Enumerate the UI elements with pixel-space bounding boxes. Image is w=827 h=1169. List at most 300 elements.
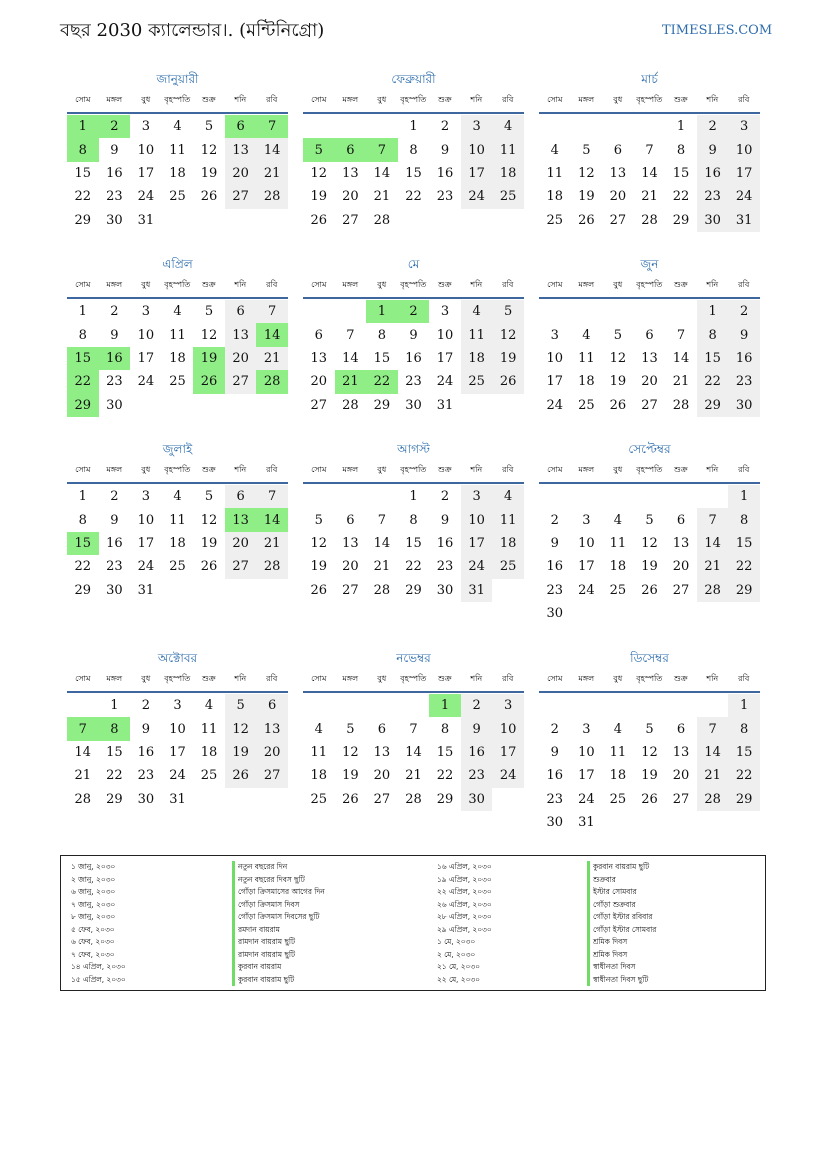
day-cell[interactable]: 30 [461, 788, 493, 811]
day-cell[interactable]: 9 [440, 142, 450, 158]
day-cell[interactable]: 28 [672, 397, 690, 413]
site-link[interactable]: TIMESLES.COM [662, 23, 773, 38]
day-cell[interactable]: 3 [173, 698, 182, 714]
day-cell[interactable]: 13 [256, 717, 288, 740]
day-cell[interactable]: 13 [672, 744, 690, 760]
day-cell[interactable]: 12 [578, 165, 595, 181]
day-cell[interactable]: 3 [461, 115, 493, 138]
day-cell[interactable]: 17 [137, 535, 155, 551]
day-cell[interactable]: 16 [405, 350, 422, 366]
day-cell[interactable]: 31 [169, 791, 186, 807]
day-cell[interactable]: 24 [578, 791, 595, 807]
day-cell[interactable]: 5 [204, 304, 214, 320]
day-cell[interactable]: 3 [141, 304, 151, 320]
day-cell[interactable]: 2 [697, 115, 729, 138]
day-cell[interactable]: 11 [546, 165, 564, 181]
day-cell[interactable]: 31 [461, 579, 493, 602]
day-cell[interactable]: 3 [728, 115, 760, 138]
day-cell[interactable]: 14 [405, 744, 422, 760]
day-cell[interactable]: 2 [550, 721, 559, 737]
day-cell[interactable]: 3 [141, 489, 151, 505]
day-cell[interactable]: 7 [377, 512, 387, 528]
day-cell[interactable]: 24 [436, 374, 454, 390]
day-cell[interactable]: 6 [225, 485, 257, 508]
day-cell[interactable]: 6 [256, 694, 288, 717]
day-cell[interactable]: 16 [106, 535, 123, 551]
day-cell[interactable]: 16 [436, 165, 454, 181]
day-cell[interactable]: 29 [74, 582, 92, 598]
day-cell[interactable]: 20 [256, 741, 288, 764]
day-cell[interactable]: 22 [728, 555, 760, 578]
day-cell[interactable]: 1 [728, 694, 760, 717]
day-cell[interactable]: 18 [609, 559, 627, 575]
day-cell[interactable]: 27 [342, 582, 359, 598]
day-cell[interactable]: 22 [366, 370, 398, 393]
day-cell[interactable]: 28 [342, 397, 359, 413]
day-cell[interactable]: 24 [169, 768, 186, 784]
day-cell[interactable]: 11 [492, 138, 524, 161]
day-cell[interactable]: 11 [310, 744, 328, 760]
day-cell[interactable]: 26 [200, 189, 218, 205]
day-cell[interactable]: 9 [141, 721, 151, 737]
day-cell[interactable]: 10 [578, 535, 595, 551]
day-cell[interactable]: 24 [137, 559, 155, 575]
day-cell[interactable]: 13 [225, 323, 257, 346]
day-cell[interactable]: 26 [641, 791, 658, 807]
day-cell[interactable]: 16 [99, 347, 131, 370]
day-cell[interactable]: 22 [672, 189, 690, 205]
day-cell[interactable]: 17 [546, 374, 564, 390]
day-cell[interactable]: 3 [582, 512, 591, 528]
day-cell[interactable]: 3 [550, 327, 559, 343]
day-cell[interactable]: 13 [373, 744, 391, 760]
day-cell[interactable]: 20 [641, 374, 658, 390]
day-cell[interactable]: 30 [405, 397, 422, 413]
day-cell[interactable]: 21 [74, 768, 92, 784]
day-cell[interactable]: 21 [256, 347, 288, 370]
day-cell[interactable]: 8 [78, 327, 87, 343]
day-cell[interactable]: 27 [225, 555, 257, 578]
day-cell[interactable]: 20 [310, 374, 328, 390]
day-cell[interactable]: 29 [436, 791, 454, 807]
day-cell[interactable]: 5 [645, 512, 654, 528]
day-cell[interactable]: 2 [110, 489, 119, 505]
day-cell[interactable]: 17 [169, 744, 186, 760]
day-cell[interactable]: 13 [609, 165, 627, 181]
day-cell[interactable]: 2 [550, 512, 559, 528]
day-cell[interactable]: 23 [436, 189, 454, 205]
day-cell[interactable]: 12 [641, 535, 658, 551]
day-cell[interactable]: 12 [310, 535, 328, 551]
day-cell[interactable]: 1 [78, 304, 87, 320]
day-cell[interactable]: 31 [436, 397, 454, 413]
day-cell[interactable]: 2 [398, 300, 430, 323]
day-cell[interactable]: 11 [200, 721, 218, 737]
day-cell[interactable]: 15 [405, 535, 422, 551]
day-cell[interactable]: 31 [137, 582, 155, 598]
day-cell[interactable]: 2 [440, 119, 450, 135]
day-cell[interactable]: 5 [303, 138, 335, 161]
day-cell[interactable]: 7 [366, 138, 398, 161]
day-cell[interactable]: 12 [200, 142, 218, 158]
day-cell[interactable]: 30 [106, 397, 123, 413]
day-cell[interactable]: 22 [697, 370, 729, 393]
day-cell[interactable]: 23 [728, 370, 760, 393]
day-cell[interactable]: 6 [676, 512, 686, 528]
day-cell[interactable]: 10 [461, 508, 493, 531]
day-cell[interactable]: 17 [137, 165, 155, 181]
day-cell[interactable]: 27 [609, 212, 627, 228]
day-cell[interactable]: 9 [550, 535, 559, 551]
day-cell[interactable]: 24 [137, 189, 155, 205]
day-cell[interactable]: 28 [256, 185, 288, 208]
day-cell[interactable]: 11 [169, 327, 186, 343]
day-cell[interactable]: 15 [67, 347, 99, 370]
day-cell[interactable]: 23 [461, 764, 493, 787]
day-cell[interactable]: 13 [342, 165, 359, 181]
day-cell[interactable]: 21 [373, 189, 391, 205]
day-cell[interactable]: 9 [461, 717, 493, 740]
day-cell[interactable]: 19 [578, 189, 595, 205]
day-cell[interactable]: 5 [204, 119, 214, 135]
day-cell[interactable]: 16 [546, 768, 564, 784]
day-cell[interactable]: 12 [200, 327, 218, 343]
day-cell[interactable]: 1 [67, 115, 99, 138]
day-cell[interactable]: 20 [672, 559, 690, 575]
day-cell[interactable]: 27 [672, 791, 690, 807]
day-cell[interactable]: 30 [106, 212, 123, 228]
day-cell[interactable]: 12 [225, 717, 257, 740]
day-cell[interactable]: 20 [225, 347, 257, 370]
day-cell[interactable]: 23 [106, 374, 123, 390]
day-cell[interactable]: 4 [582, 327, 591, 343]
day-cell[interactable]: 20 [373, 768, 391, 784]
day-cell[interactable]: 19 [641, 768, 658, 784]
day-cell[interactable]: 22 [728, 764, 760, 787]
day-cell[interactable]: 13 [225, 508, 257, 531]
day-cell[interactable]: 11 [492, 508, 524, 531]
day-cell[interactable]: 28 [256, 370, 288, 393]
day-cell[interactable]: 13 [641, 350, 658, 366]
day-cell[interactable]: 15 [106, 744, 123, 760]
day-cell[interactable]: 18 [200, 744, 218, 760]
day-cell[interactable]: 19 [310, 559, 328, 575]
day-cell[interactable]: 17 [728, 162, 760, 185]
day-cell[interactable]: 25 [200, 768, 218, 784]
day-cell[interactable]: 4 [613, 512, 623, 528]
day-cell[interactable]: 14 [256, 508, 288, 531]
day-cell[interactable]: 26 [310, 212, 328, 228]
day-cell[interactable]: 8 [728, 508, 760, 531]
day-cell[interactable]: 7 [676, 327, 686, 343]
day-cell[interactable]: 7 [697, 717, 729, 740]
day-cell[interactable]: 20 [342, 189, 359, 205]
day-cell[interactable]: 26 [225, 764, 257, 787]
day-cell[interactable]: 17 [436, 350, 454, 366]
day-cell[interactable]: 16 [461, 741, 493, 764]
day-cell[interactable]: 7 [697, 508, 729, 531]
day-cell[interactable]: 22 [74, 189, 92, 205]
day-cell[interactable]: 14 [641, 165, 658, 181]
day-cell[interactable]: 14 [697, 741, 729, 764]
day-cell[interactable]: 27 [256, 764, 288, 787]
day-cell[interactable]: 11 [461, 323, 493, 346]
day-cell[interactable]: 17 [578, 559, 595, 575]
day-cell[interactable]: 4 [461, 300, 493, 323]
day-cell[interactable]: 1 [697, 300, 729, 323]
day-cell[interactable]: 19 [641, 559, 658, 575]
day-cell[interactable]: 19 [225, 741, 257, 764]
day-cell[interactable]: 27 [342, 212, 359, 228]
day-cell[interactable]: 21 [641, 189, 658, 205]
day-cell[interactable]: 13 [342, 535, 359, 551]
day-cell[interactable]: 23 [405, 374, 422, 390]
day-cell[interactable]: 14 [373, 535, 391, 551]
day-cell[interactable]: 8 [99, 717, 131, 740]
day-cell[interactable]: 30 [106, 582, 123, 598]
day-cell[interactable]: 2 [99, 115, 131, 138]
day-cell[interactable]: 11 [609, 744, 627, 760]
day-cell[interactable]: 10 [137, 327, 155, 343]
day-cell[interactable]: 10 [461, 138, 493, 161]
day-cell[interactable]: 30 [546, 815, 564, 831]
day-cell[interactable]: 2 [461, 694, 493, 717]
day-cell[interactable]: 29 [728, 579, 760, 602]
day-cell[interactable]: 16 [137, 744, 155, 760]
day-cell[interactable]: 18 [492, 532, 524, 555]
day-cell[interactable]: 4 [492, 115, 524, 138]
day-cell[interactable]: 26 [200, 559, 218, 575]
day-cell[interactable]: 6 [676, 721, 686, 737]
day-cell[interactable]: 27 [310, 397, 328, 413]
day-cell[interactable]: 4 [314, 721, 323, 737]
day-cell[interactable]: 2 [440, 489, 450, 505]
day-cell[interactable]: 26 [310, 582, 328, 598]
day-cell[interactable]: 23 [106, 189, 123, 205]
day-cell[interactable]: 21 [672, 374, 690, 390]
day-cell[interactable]: 18 [169, 165, 186, 181]
day-cell[interactable]: 28 [641, 212, 658, 228]
day-cell[interactable]: 18 [546, 189, 564, 205]
day-cell[interactable]: 12 [342, 744, 359, 760]
day-cell[interactable]: 17 [578, 768, 595, 784]
day-cell[interactable]: 17 [461, 162, 493, 185]
day-cell[interactable]: 4 [173, 119, 182, 135]
day-cell[interactable]: 26 [492, 370, 524, 393]
day-cell[interactable]: 15 [672, 165, 690, 181]
day-cell[interactable]: 1 [409, 119, 418, 135]
day-cell[interactable]: 23 [546, 582, 564, 598]
day-cell[interactable]: 30 [697, 209, 729, 232]
day-cell[interactable]: 9 [550, 744, 559, 760]
day-cell[interactable]: 29 [67, 394, 99, 417]
day-cell[interactable]: 28 [373, 212, 391, 228]
day-cell[interactable]: 11 [578, 350, 595, 366]
day-cell[interactable]: 22 [405, 559, 422, 575]
day-cell[interactable]: 8 [440, 721, 450, 737]
day-cell[interactable]: 20 [609, 189, 627, 205]
day-cell[interactable]: 26 [641, 582, 658, 598]
day-cell[interactable]: 21 [256, 532, 288, 555]
day-cell[interactable]: 31 [728, 209, 760, 232]
day-cell[interactable]: 7 [256, 485, 288, 508]
day-cell[interactable]: 14 [74, 744, 92, 760]
day-cell[interactable]: 28 [697, 788, 729, 811]
day-cell[interactable]: 9 [110, 512, 119, 528]
day-cell[interactable]: 6 [314, 327, 323, 343]
day-cell[interactable]: 10 [169, 721, 186, 737]
day-cell[interactable]: 14 [373, 165, 391, 181]
day-cell[interactable]: 2 [728, 300, 760, 323]
day-cell[interactable]: 27 [225, 370, 257, 393]
day-cell[interactable]: 6 [613, 142, 623, 158]
day-cell[interactable]: 6 [377, 721, 387, 737]
day-cell[interactable]: 9 [697, 138, 729, 161]
day-cell[interactable]: 5 [204, 489, 214, 505]
day-cell[interactable]: 18 [578, 374, 595, 390]
day-cell[interactable]: 4 [613, 721, 623, 737]
day-cell[interactable]: 15 [67, 532, 99, 555]
day-cell[interactable]: 11 [169, 142, 186, 158]
day-cell[interactable]: 19 [492, 347, 524, 370]
day-cell[interactable]: 10 [436, 327, 454, 343]
day-cell[interactable]: 2 [110, 304, 119, 320]
day-cell[interactable]: 28 [697, 579, 729, 602]
day-cell[interactable]: 12 [310, 165, 328, 181]
day-cell[interactable]: 24 [546, 397, 564, 413]
day-cell[interactable]: 25 [546, 212, 564, 228]
day-cell[interactable]: 15 [728, 532, 760, 555]
day-cell[interactable]: 1 [409, 489, 418, 505]
day-cell[interactable]: 14 [256, 138, 288, 161]
day-cell[interactable]: 8 [728, 717, 760, 740]
day-cell[interactable]: 23 [106, 559, 123, 575]
day-cell[interactable]: 8 [67, 138, 99, 161]
day-cell[interactable]: 21 [697, 555, 729, 578]
day-cell[interactable]: 27 [225, 185, 257, 208]
day-cell[interactable]: 25 [169, 374, 186, 390]
day-cell[interactable]: 4 [173, 304, 182, 320]
day-cell[interactable]: 21 [697, 764, 729, 787]
day-cell[interactable]: 25 [169, 559, 186, 575]
day-cell[interactable]: 8 [409, 142, 418, 158]
day-cell[interactable]: 7 [67, 717, 99, 740]
day-cell[interactable]: 29 [74, 212, 92, 228]
day-cell[interactable]: 10 [492, 717, 524, 740]
day-cell[interactable]: 14 [342, 350, 359, 366]
day-cell[interactable]: 19 [609, 374, 627, 390]
day-cell[interactable]: 21 [335, 370, 367, 393]
day-cell[interactable]: 10 [578, 744, 595, 760]
day-cell[interactable]: 26 [609, 397, 627, 413]
day-cell[interactable]: 25 [609, 791, 627, 807]
day-cell[interactable]: 14 [256, 323, 288, 346]
day-cell[interactable]: 27 [672, 582, 690, 598]
day-cell[interactable]: 29 [728, 788, 760, 811]
day-cell[interactable]: 15 [373, 350, 391, 366]
day-cell[interactable]: 1 [728, 485, 760, 508]
day-cell[interactable]: 23 [697, 185, 729, 208]
day-cell[interactable]: 13 [310, 350, 328, 366]
day-cell[interactable]: 25 [578, 397, 595, 413]
day-cell[interactable]: 14 [672, 350, 690, 366]
day-cell[interactable]: 21 [256, 162, 288, 185]
day-cell[interactable]: 28 [74, 791, 92, 807]
day-cell[interactable]: 4 [550, 142, 559, 158]
day-cell[interactable]: 7 [409, 721, 418, 737]
day-cell[interactable]: 12 [609, 350, 627, 366]
day-cell[interactable]: 13 [672, 535, 690, 551]
day-cell[interactable]: 26 [342, 791, 359, 807]
day-cell[interactable]: 28 [373, 582, 391, 598]
day-cell[interactable]: 19 [200, 165, 218, 181]
day-cell[interactable]: 21 [405, 768, 422, 784]
day-cell[interactable]: 12 [200, 512, 218, 528]
day-cell[interactable]: 7 [645, 142, 654, 158]
day-cell[interactable]: 28 [405, 791, 422, 807]
day-cell[interactable]: 1 [366, 300, 398, 323]
day-cell[interactable]: 8 [409, 512, 418, 528]
day-cell[interactable]: 25 [461, 370, 493, 393]
day-cell[interactable]: 1 [110, 698, 119, 714]
day-cell[interactable]: 9 [110, 327, 119, 343]
day-cell[interactable]: 29 [373, 397, 391, 413]
day-cell[interactable]: 29 [672, 212, 690, 228]
day-cell[interactable]: 5 [645, 721, 654, 737]
day-cell[interactable]: 26 [578, 212, 595, 228]
day-cell[interactable]: 19 [200, 535, 218, 551]
day-cell[interactable]: 18 [492, 162, 524, 185]
day-cell[interactable]: 1 [676, 119, 686, 135]
day-cell[interactable]: 9 [110, 142, 119, 158]
day-cell[interactable]: 5 [314, 512, 323, 528]
day-cell[interactable]: 8 [676, 142, 686, 158]
day-cell[interactable]: 4 [173, 489, 182, 505]
day-cell[interactable]: 26 [193, 370, 225, 393]
day-cell[interactable]: 18 [609, 768, 627, 784]
day-cell[interactable]: 15 [405, 165, 422, 181]
day-cell[interactable]: 3 [461, 485, 493, 508]
day-cell[interactable]: 4 [492, 485, 524, 508]
day-cell[interactable]: 18 [169, 350, 186, 366]
day-cell[interactable]: 8 [78, 512, 87, 528]
day-cell[interactable]: 22 [405, 189, 422, 205]
day-cell[interactable]: 7 [256, 115, 288, 138]
day-cell[interactable]: 24 [461, 555, 493, 578]
day-cell[interactable]: 30 [546, 606, 564, 622]
day-cell[interactable]: 3 [141, 119, 151, 135]
day-cell[interactable]: 5 [225, 694, 257, 717]
day-cell[interactable]: 19 [310, 189, 328, 205]
day-cell[interactable]: 18 [310, 768, 328, 784]
day-cell[interactable]: 13 [225, 138, 257, 161]
day-cell[interactable]: 27 [641, 397, 658, 413]
day-cell[interactable]: 12 [492, 323, 524, 346]
day-cell[interactable]: 10 [137, 142, 155, 158]
day-cell[interactable]: 16 [436, 535, 454, 551]
day-cell[interactable]: 16 [697, 162, 729, 185]
day-cell[interactable]: 15 [697, 347, 729, 370]
day-cell[interactable]: 18 [169, 535, 186, 551]
day-cell[interactable]: 16 [728, 347, 760, 370]
day-cell[interactable]: 6 [225, 115, 257, 138]
day-cell[interactable]: 22 [67, 370, 99, 393]
day-cell[interactable]: 3 [582, 721, 591, 737]
day-cell[interactable]: 7 [346, 327, 355, 343]
day-cell[interactable]: 21 [373, 559, 391, 575]
day-cell[interactable]: 17 [461, 532, 493, 555]
day-cell[interactable]: 6 [645, 327, 654, 343]
